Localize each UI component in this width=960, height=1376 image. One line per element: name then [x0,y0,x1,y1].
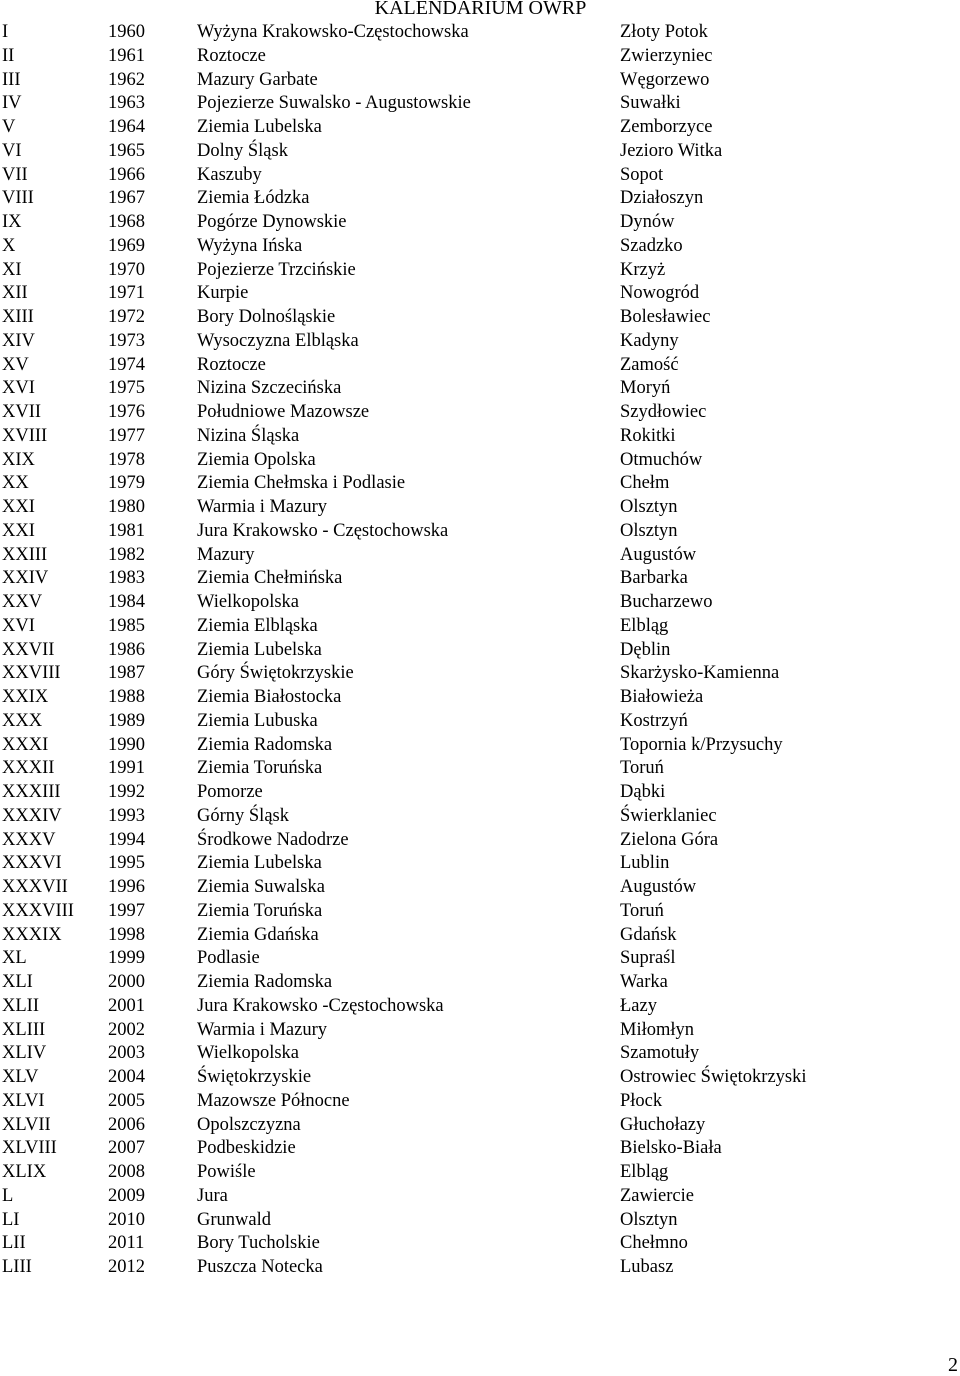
row-region: Jura [197,1185,228,1206]
table-row [0,1209,960,1233]
table-row [0,757,960,781]
table-row [0,69,960,93]
row-year: 1977 [108,425,145,446]
row-place: Nowogród [620,283,700,304]
row-place: Złoty Potok [620,22,708,42]
row-number: XIII [2,307,34,327]
row-place: Łazy [620,995,657,1016]
row-year: 2011 [108,1233,145,1254]
row-year: 2002 [108,1019,145,1040]
table-row [0,377,960,401]
row-place: Zielona Góra [620,829,719,850]
table-row [0,1042,960,1066]
row-region: Nizina Śląska [197,425,300,446]
row-year: 2000 [108,972,145,992]
row-place: Kostrzyń [620,710,688,731]
row-year: 1997 [108,900,145,921]
table-row [0,259,960,283]
row-number: LI [2,1209,20,1230]
row-year: 1962 [108,69,145,90]
table-row [0,876,960,900]
row-region: Roztocze [197,45,266,66]
row-place: Płock [620,1090,663,1111]
row-place: Suwałki [620,93,681,114]
row-year: 1992 [108,782,145,802]
table-row [0,900,960,924]
row-number: XXIV [2,568,49,589]
row-number: XLII [2,995,39,1016]
table-row [0,425,960,449]
row-year: 2001 [108,995,145,1016]
row-region: Ziemia Suwalska [197,877,325,897]
page-number: 2 [948,1354,958,1376]
table-row [0,1137,960,1161]
table-row [0,1066,960,1090]
row-place: Dynów [620,212,675,232]
row-year: 1964 [108,117,145,137]
row-number: I [2,22,9,42]
row-year: 1970 [108,259,145,280]
row-year: 2007 [108,1138,145,1159]
row-region: Ziemia Elbląska [197,615,318,636]
row-place: Lubasz [620,1257,674,1277]
row-year: 1999 [108,948,145,969]
row-number: VI [2,140,22,161]
row-year: 2003 [108,1043,145,1064]
table-row [0,306,960,330]
row-year: 1982 [108,544,145,565]
row-place: Chełmno [620,1233,688,1254]
table-row [0,1161,960,1185]
row-number: L [2,1185,14,1206]
row-number: III [2,69,21,90]
row-number: XXXIX [2,924,62,945]
row-year: 2010 [108,1209,145,1230]
row-place: Warka [620,972,668,992]
row-region: Warmia i Mazury [197,497,328,517]
table-row [0,116,960,140]
row-place: Bolesławiec [620,307,711,327]
row-place: Działoszyn [620,188,704,209]
row-region: Mazury Garbate [197,69,318,90]
table-row [0,805,960,829]
row-place: Augustów [620,544,697,565]
row-number: IV [2,93,22,114]
table-row [0,401,960,425]
table-row [0,282,960,306]
row-year: 1983 [108,568,145,589]
table-row [0,662,960,686]
row-year: 2006 [108,1114,145,1135]
row-place: Ostrowiec Świętokrzyski [620,1067,807,1087]
table-row [0,496,960,520]
row-place: Dęblin [620,639,671,660]
row-place: Otmuchów [620,449,703,470]
row-place: Szydłowiec [620,402,707,422]
table-row [0,544,960,568]
table-row [0,235,960,259]
row-number: X [2,235,16,256]
row-place: Rokitki [620,425,676,446]
table-row [0,781,960,805]
row-region: Wielkopolska [197,592,300,612]
row-number: XLVI [2,1090,45,1111]
table-row [0,449,960,473]
row-number: XL [2,948,27,969]
row-region: Ziemia Łódzka [197,188,310,209]
table-row [0,995,960,1019]
row-place: Olsztyn [620,520,678,541]
table-row [0,852,960,876]
row-number: XXV [2,592,43,612]
row-number: XIX [2,449,35,470]
row-region: Ziemia Chełmska i Podlasie [197,473,406,494]
row-number: XVII [2,402,42,422]
row-number: XXXIV [2,805,62,826]
row-region: Pomorze [197,782,263,802]
row-place: Lublin [620,853,670,874]
row-year: 1976 [108,402,145,422]
row-year: 1984 [108,592,145,612]
row-number: XXXIII [2,782,61,802]
row-region: Świętokrzyskie [197,1067,312,1087]
row-region: Środkowe Nadodrze [197,829,349,850]
row-year: 1974 [108,354,145,375]
row-number: XXXII [2,758,55,779]
row-region: Ziemia Białostocka [197,687,342,707]
table-row [0,140,960,164]
row-number: XLIII [2,1019,46,1040]
row-year: 1961 [108,45,145,66]
row-place: Augustów [620,877,697,897]
row-year: 1989 [108,710,145,731]
row-year: 1996 [108,877,145,897]
row-region: Roztocze [197,354,266,375]
row-region: Ziemia Toruńska [197,758,323,779]
table-row [0,211,960,235]
row-year: 1971 [108,283,145,304]
row-region: Jura Krakowsko - Częstochowska [197,520,449,541]
row-number: VIII [2,188,34,209]
row-number: XXXVI [2,853,62,874]
row-place: Jezioro Witka [620,140,723,161]
row-place: Zemborzyce [620,117,713,137]
row-region: Mazury [197,544,255,565]
row-region: Powiśle [197,1162,256,1182]
row-number: XXXV [2,829,56,850]
row-number: XLVII [2,1114,51,1135]
row-region: Ziemia Radomska [197,734,333,755]
row-place: Zawiercie [620,1185,694,1206]
row-place: Skarżysko-Kamienna [620,663,780,684]
table-row [0,567,960,591]
row-year: 1993 [108,805,145,826]
table-row [0,1232,960,1256]
table-row [0,924,960,948]
row-place: Supraśl [620,948,676,969]
row-year: 1969 [108,235,145,256]
row-year: 1990 [108,734,145,755]
row-number: XXXVII [2,877,68,897]
row-place: Sopot [620,164,664,185]
table-row [0,45,960,69]
row-year: 1994 [108,829,145,850]
row-place: Chełm [620,473,670,494]
table-row [0,829,960,853]
table-row [0,971,960,995]
row-year: 2009 [108,1185,145,1206]
row-place: Zwierzyniec [620,45,713,66]
row-place: Szadzko [620,235,683,256]
row-region: Grunwald [197,1209,271,1230]
table-row [0,710,960,734]
row-year: 2004 [108,1067,145,1087]
row-number: IX [2,212,22,232]
row-region: Opolszczyzna [197,1114,301,1135]
row-region: Bory Tucholskie [197,1233,320,1254]
row-number: VII [2,164,28,185]
row-place: Dąbki [620,782,666,802]
table-row [0,354,960,378]
row-place: Bielsko-Biała [620,1138,722,1159]
row-place: Barbarka [620,568,688,589]
row-year: 1991 [108,758,145,779]
row-place: Olsztyn [620,497,678,517]
table-row [0,1114,960,1138]
table-row [0,164,960,188]
row-region: Dolny Śląsk [197,140,288,161]
row-region: Mazowsze Północne [197,1090,350,1111]
row-region: Wysoczyzna Elbląska [197,330,359,351]
table-row [0,947,960,971]
row-number: LIII [2,1257,32,1277]
row-region: Ziemia Gdańska [197,924,319,945]
row-place: Elbląg [620,615,669,636]
row-region: Puszcza Notecka [197,1257,323,1277]
table-row [0,520,960,544]
row-region: Południowe Mazowsze [197,402,370,422]
table-row [0,1185,960,1209]
row-number: XLIV [2,1043,47,1064]
row-place: Białowieża [620,687,704,707]
row-region: Ziemia Radomska [197,972,333,992]
row-number: XX [2,473,29,494]
row-year: 1985 [108,615,145,636]
table-row [0,472,960,496]
row-place: Toruń [620,900,664,921]
row-number: XXXI [2,734,49,755]
row-region: Wyżyna Krakowsko-Częstochowska [197,22,469,42]
table-row [0,187,960,211]
row-number: XLVIII [2,1138,57,1159]
row-year: 2008 [108,1162,145,1182]
row-number: XXIII [2,544,48,565]
row-region: Jura Krakowsko -Częstochowska [197,995,444,1016]
table-row [0,686,960,710]
row-region: Ziemia Lubelska [197,639,322,660]
row-region: Kurpie [197,283,249,304]
row-region: Podlasie [197,948,260,969]
row-place: Zamość [620,354,679,375]
row-year: 1986 [108,639,145,660]
row-year: 1973 [108,330,145,351]
row-region: Pojezierze Suwalsko - Augustowskie [197,93,471,114]
table-row [0,21,960,45]
row-region: Wielkopolska [197,1043,300,1064]
row-year: 1965 [108,140,145,161]
row-place: Miłomłyn [620,1019,695,1040]
row-place: Moryń [620,378,671,399]
row-number: XVI [2,615,35,636]
row-region: Ziemia Lubelska [197,117,322,137]
table-row [0,1019,960,1043]
row-place: Świerklaniec [620,805,717,826]
row-number: XV [2,354,29,375]
row-region: Górny Śląsk [197,805,289,826]
row-region: Ziemia Lubuska [197,710,318,731]
row-year: 1966 [108,164,145,185]
row-region: Bory Dolnośląskie [197,307,336,327]
row-place: Gdańsk [620,924,677,945]
row-year: 1998 [108,924,145,945]
row-year: 1988 [108,687,145,707]
row-number: XXI [2,497,35,517]
row-region: Warmia i Mazury [197,1019,328,1040]
row-year: 1981 [108,520,145,541]
row-place: Olsztyn [620,1209,678,1230]
row-number: XXIX [2,687,49,707]
row-number: XVI [2,378,35,399]
row-number: XLI [2,972,33,992]
row-year: 2012 [108,1257,145,1277]
row-number: XXXVIII [2,900,74,921]
row-region: Góry Świętokrzyskie [197,663,354,684]
table-row [0,639,960,663]
row-number: XI [2,259,22,280]
page-title: KALENDARIUM OWRP [374,0,587,19]
calendar-list [0,21,960,1280]
row-number: XII [2,283,28,304]
row-place: Elbląg [620,1162,669,1182]
row-region: Ziemia Chełmińska [197,568,343,589]
row-number: XIV [2,330,35,351]
row-number: XLV [2,1067,39,1087]
row-number: V [2,117,16,137]
row-region: Kaszuby [197,164,262,185]
row-place: Bucharzewo [620,592,713,612]
row-region: Ziemia Opolska [197,449,316,470]
row-place: Toruń [620,758,664,779]
table-row [0,615,960,639]
row-region: Ziemia Toruńska [197,900,323,921]
row-place: Krzyż [620,259,666,280]
row-place: Szamotuły [620,1043,700,1064]
row-place: Głuchołazy [620,1114,706,1135]
row-place: Węgorzewo [620,69,710,90]
table-row [0,591,960,615]
row-year: 1980 [108,497,145,517]
row-year: 1972 [108,307,145,327]
row-year: 1967 [108,188,145,209]
table-row [0,330,960,354]
row-place: Topornia k/Przysuchy [620,734,783,755]
row-year: 1978 [108,449,145,470]
row-place: Kadyny [620,330,679,351]
row-year: 2005 [108,1090,145,1111]
row-region: Pogórze Dynowskie [197,212,347,232]
row-year: 1987 [108,663,145,684]
row-number: XVIII [2,425,48,446]
row-number: XXI [2,520,35,541]
table-row [0,92,960,116]
row-year: 1975 [108,378,145,399]
row-year: 1995 [108,853,145,874]
row-region: Podbeskidzie [197,1138,296,1159]
row-region: Ziemia Lubelska [197,853,322,874]
row-number: II [2,45,15,66]
row-region: Nizina Szczecińska [197,378,342,399]
row-number: LII [2,1233,26,1254]
row-region: Wyżyna Ińska [197,235,303,256]
table-row [0,1090,960,1114]
row-number: XXVII [2,639,55,660]
table-row [0,1256,960,1280]
table-row [0,734,960,758]
row-number: XXVIII [2,663,61,684]
row-year: 1968 [108,212,145,232]
row-year: 1960 [108,22,145,42]
row-region: Pojezierze Trzcińskie [197,259,356,280]
row-number: XXX [2,710,43,731]
row-year: 1963 [108,93,145,114]
row-year: 1979 [108,473,145,494]
row-number: XLIX [2,1162,47,1182]
